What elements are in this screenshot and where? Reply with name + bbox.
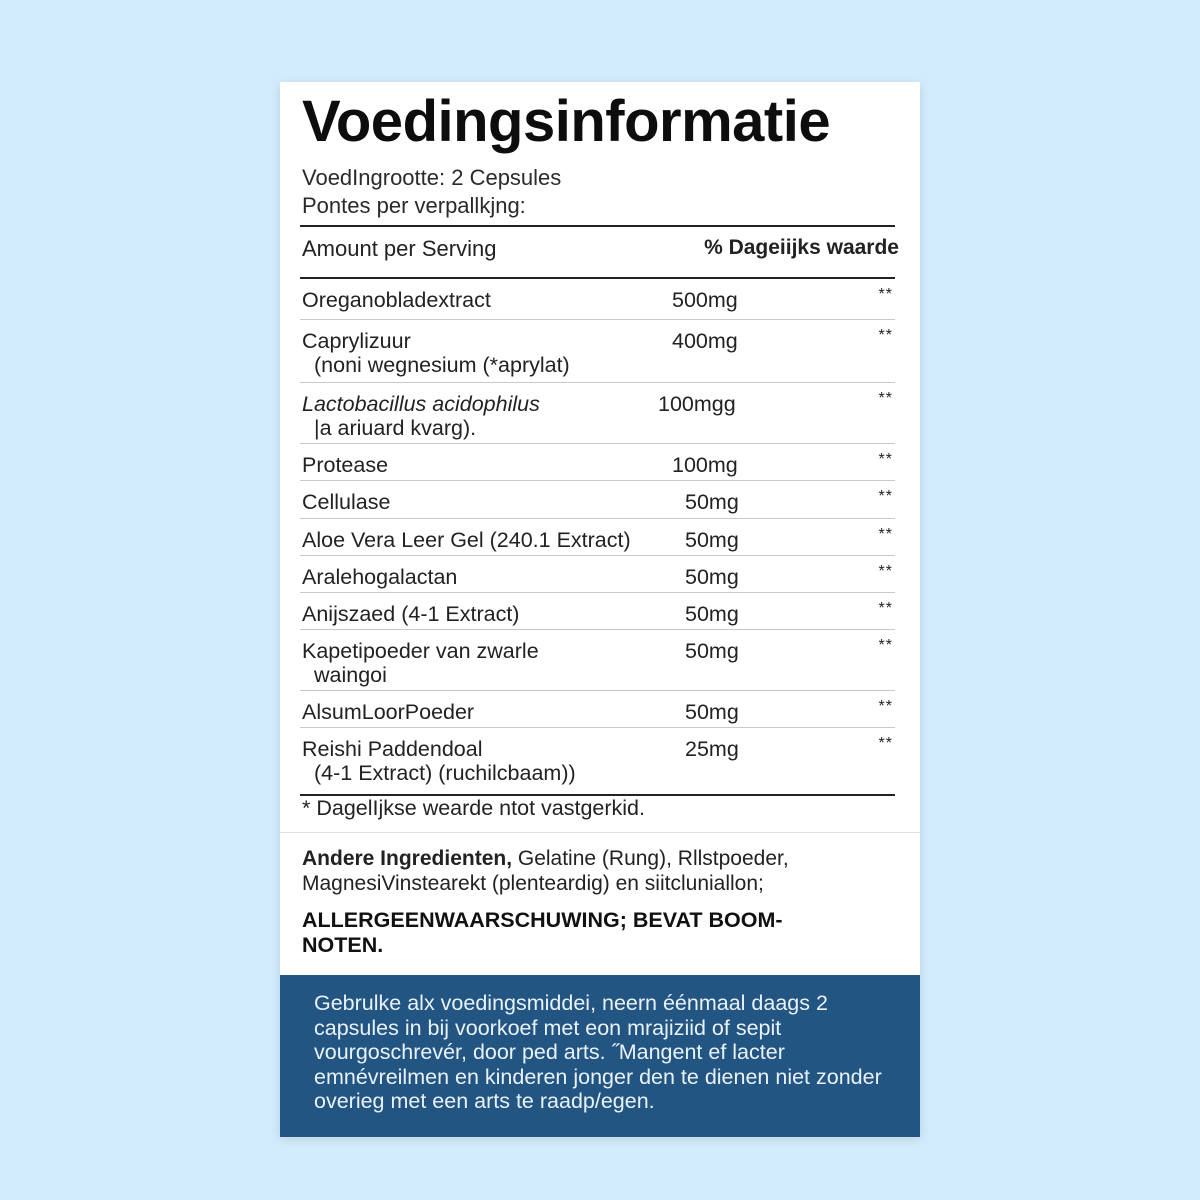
- nutrient-name: Oreganobladextract: [302, 288, 491, 312]
- table-row: [300, 630, 895, 691]
- nutrient-dv: **: [878, 637, 893, 654]
- table-row: [300, 444, 895, 481]
- nutrient-amount: 500mg: [672, 288, 738, 312]
- nutrient-amount: 50mg: [685, 565, 739, 589]
- nutrient-dv: **: [878, 390, 893, 407]
- nutrient-name-sub: waingoi: [314, 663, 387, 687]
- nutrient-amount: 50mg: [685, 528, 739, 552]
- table-row: [300, 383, 895, 444]
- table-row: [300, 320, 895, 383]
- nutrient-name: Aloe Vera Leer Gel (240.1 Extract): [302, 528, 631, 552]
- nutrient-name-sub: |a ariuard kvarg).: [314, 416, 477, 440]
- supplement-facts-label: [280, 82, 920, 1137]
- table-header: [302, 236, 899, 268]
- daily-value-label: % Dageiijks waarde: [704, 236, 899, 259]
- nutrient-amount: 25mg: [685, 737, 739, 761]
- nutrient-name: Anijszaed (4-1 Extract): [302, 602, 520, 626]
- nutrient-dv: **: [878, 488, 893, 505]
- nutrient-amount: 100mg: [672, 453, 738, 477]
- page-title: Voedingsinformatie: [302, 89, 831, 154]
- nutrient-amount: 50mg: [685, 639, 739, 663]
- table-row: [300, 728, 895, 796]
- usage-panel: [280, 975, 920, 1137]
- nutrient-dv: **: [878, 698, 893, 715]
- nutrient-name-sub: (noni wegnesium (*aprylat): [314, 353, 570, 377]
- table-row: [300, 519, 895, 556]
- table-row: [300, 481, 895, 519]
- nutrient-dv: **: [878, 327, 893, 344]
- other-ingredients-text: Gelatine (Rung), Rllstpoeder, MagnesiVinstearekt (plenteardig) en siitcluniallon;: [302, 847, 789, 895]
- nutrient-amount: 400mg: [672, 329, 738, 353]
- nutrient-table: [300, 279, 895, 796]
- nutrient-amount: 50mg: [685, 602, 739, 626]
- other-ingredients: [302, 846, 882, 896]
- nutrient-amount: 50mg: [685, 490, 739, 514]
- amount-per-serving-label: Amount per Serving: [302, 236, 497, 261]
- nutrient-name-main: Kapetipoeder van zwarle: [302, 639, 539, 663]
- nutrient-dv: **: [878, 286, 893, 303]
- nutrient-name-sub: (4-1 Extract) (ruchilcbaam)): [314, 761, 576, 785]
- serving-size: VoedIngrootte: 2 Cepsules: [302, 165, 562, 190]
- table-row: [300, 279, 895, 320]
- nutrient-name: Cellulase: [302, 490, 391, 514]
- serving-info: [302, 164, 561, 220]
- nutrient-amount: 50mg: [685, 700, 739, 724]
- nutrient-name-main: Lactobacillus acidophilus: [302, 392, 540, 416]
- nutrient-amount: 100mgg: [658, 392, 736, 416]
- nutrient-name: Aralehogalactan: [302, 565, 458, 589]
- nutrient-dv: **: [878, 451, 893, 468]
- other-ingredients-label: Andere Ingredienten,: [302, 847, 513, 870]
- nutrient-name: [302, 329, 570, 377]
- nutrient-dv: **: [878, 526, 893, 543]
- nutrient-name: Protease: [302, 453, 389, 477]
- nutrient-name: [302, 737, 576, 785]
- nutrient-dv: **: [878, 735, 893, 752]
- nutrient-dv: **: [878, 563, 893, 580]
- nutrient-name: AlsumLoorPoeder: [302, 700, 475, 724]
- nutrient-name-main: Caprylizuur: [302, 329, 411, 353]
- nutrient-name: [302, 639, 539, 687]
- servings-per-container: Pontes per verpallkjng:: [302, 193, 526, 218]
- table-row: [300, 556, 895, 593]
- nutrient-name-main: Reishi Paddendoal: [302, 737, 483, 761]
- usage-instructions: Gebrulke alx voedingsmiddei, neern éénmaal daags 2 capsules in bij voorkoef met eon mrajiziid of sepit vourgoschrevér, door ped arts. ˝Mangent ef lacter emnévreilmen en kinderen jonger den te dienen niet zonder overieg met een arts te raadp/egen.: [314, 991, 882, 1113]
- allergen-warning: ALLERGEENWAARSCHUWING; BEVAT BOOM-NOTEN.: [302, 908, 783, 957]
- divider: [280, 832, 920, 833]
- table-row: [300, 691, 895, 728]
- header-rule-top: [300, 225, 895, 227]
- nutrient-dv: **: [878, 600, 893, 617]
- daily-value-footnote: * DagelIjkse wearde ntot vastgerkid.: [302, 796, 645, 820]
- table-row: [300, 593, 895, 630]
- nutrient-name: [302, 392, 540, 440]
